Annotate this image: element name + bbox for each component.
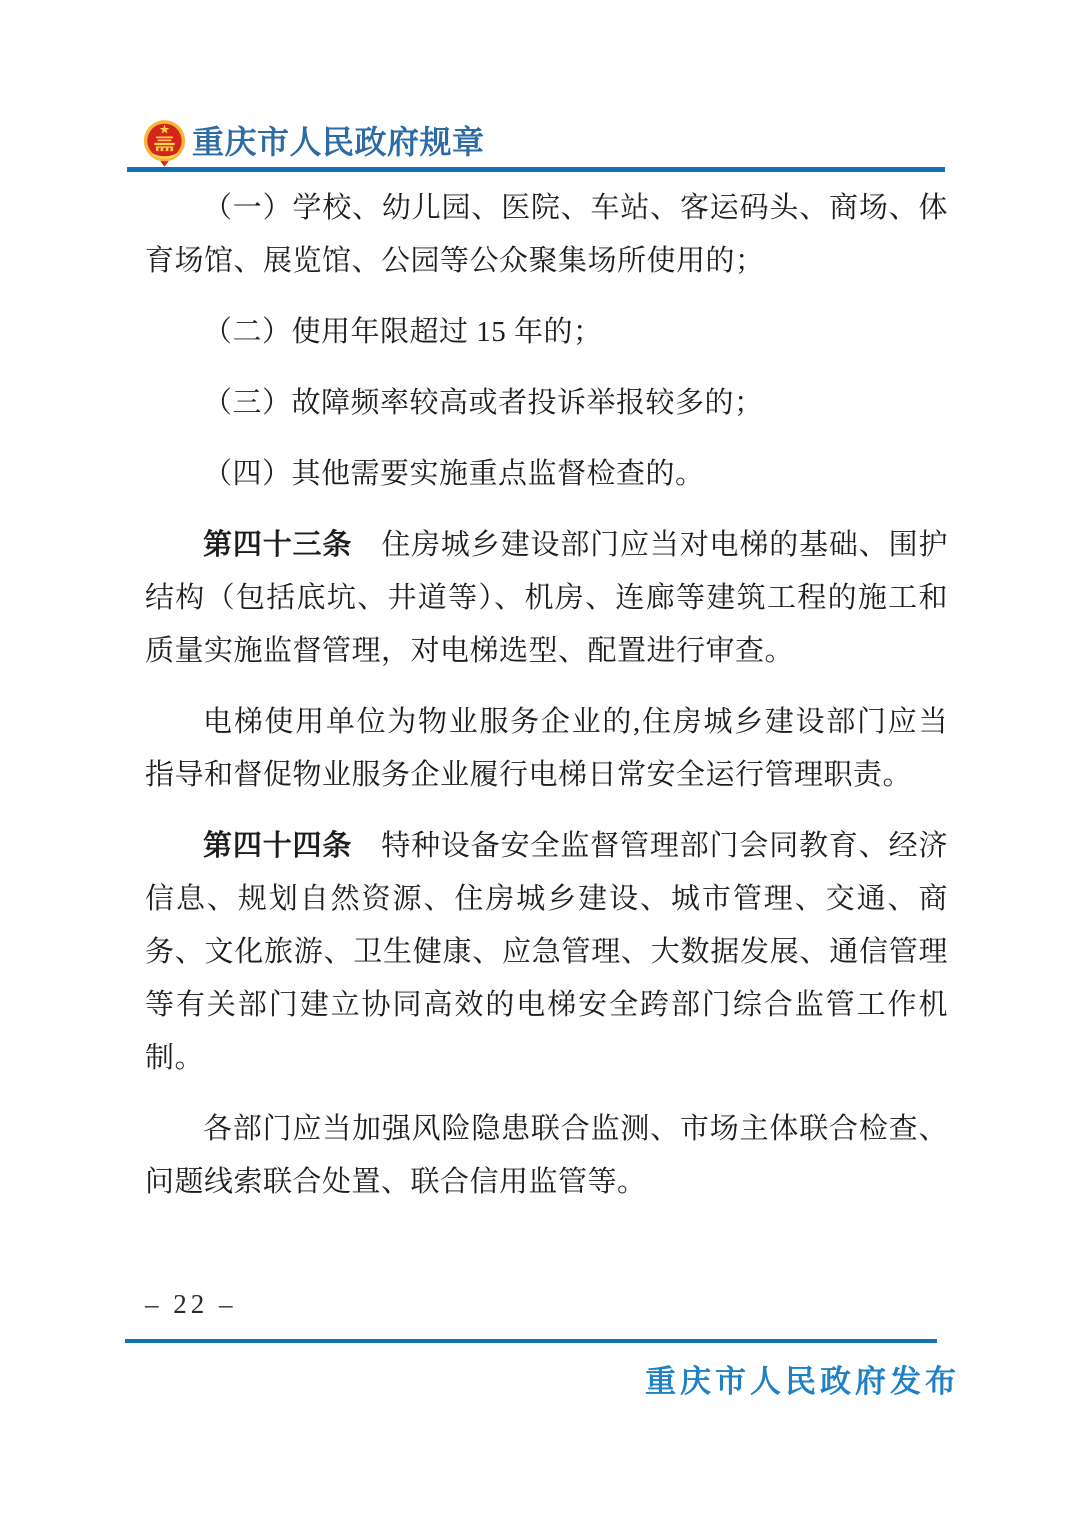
paragraph: 第四十四条 特种设备安全监督管理部门会同教育、经济信息、规划自然资源、住房城乡建设、城市管理、交通、商务、文化旅游、卫生健康、应急管理、大数据发展、通信管理等有关部门建立协同高效的电梯安全跨部门综合监管工作机制。 <box>145 830 948 1074</box>
article-number: 第四十三条 <box>203 529 353 561</box>
paragraph: （一）学校、幼儿园、医院、车站、客运码头、商场、体育场馆、展览馆、公园等公众聚集场所使用的； <box>145 192 948 277</box>
paragraph: （三）故障频率较高或者投诉举报较多的； <box>203 387 764 419</box>
publisher-label: 重庆市人民政府发布 <box>645 1364 960 1399</box>
header-rule <box>127 167 945 172</box>
header-row <box>143 118 485 167</box>
national-emblem-icon <box>143 118 186 167</box>
footer-rule <box>125 1339 937 1343</box>
paragraph: 电梯使用单位为物业服务企业的,住房城乡建设部门应当指导和督促物业服务企业履行电梯日常安全运行管理职责。 <box>145 706 948 791</box>
paragraph: 各部门应当加强风险隐患联合监测、市场主体联合检查、问题线索联合处置、联合信用监管等。 <box>145 1113 948 1198</box>
article-number: 第四十四条 <box>203 830 353 862</box>
page-number: – 22 – <box>145 1289 237 1319</box>
header-title: 重庆市人民政府规章 <box>192 124 485 160</box>
paragraph: （二）使用年限超过 15 年的； <box>203 316 603 348</box>
paragraph: 第四十三条 住房城乡建设部门应当对电梯的基础、围护结构（包括底坑、井道等）、机房、连廊等建筑工程的施工和质量实施监督管理，对电梯选型、配置进行审查。 <box>145 529 948 667</box>
document-body <box>145 182 948 1227</box>
paragraph: （四）其他需要实施重点监督检查的。 <box>203 458 705 490</box>
